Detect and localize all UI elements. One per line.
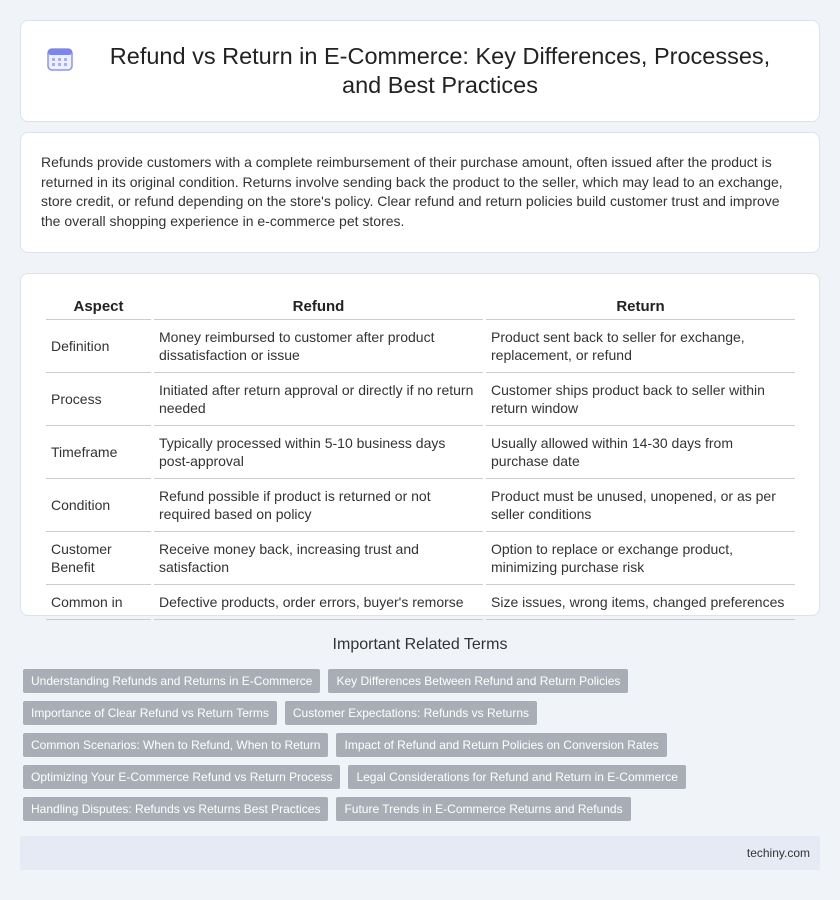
return-cell: Usually allowed within 14-30 days from purchase date: [486, 426, 795, 479]
return-cell: Product sent back to seller for exchange, replacement, or refund: [486, 320, 795, 373]
tag-row: [23, 797, 823, 821]
related-term-link[interactable]: Importance of Clear Refund vs Return Terms: [23, 701, 277, 725]
footer-site-link[interactable]: techiny.com: [746, 846, 810, 860]
tag-row: [23, 733, 823, 757]
refund-cell: Refund possible if product is returned or not required based on policy: [154, 479, 483, 532]
refund-cell: Defective products, order errors, buyer's remorse: [154, 585, 483, 620]
table-row: [46, 373, 795, 426]
intro-paragraph: Refunds provide customers with a complete reimbursement of their purchase amount, often issued after the product is returned in its original condition. Returns involve sending back the product to the seller, which may lead to an exchange, store credit, or refund depending on the store's policy. Clear refund and return policies build customer trust and improve the overall shopping experience in e-commerce pet stores.: [41, 154, 783, 229]
related-term-link[interactable]: Key Differences Between Refund and Return Policies: [328, 669, 628, 693]
table-row: [46, 320, 795, 373]
related-term-link[interactable]: Future Trends in E-Commerce Returns and Refunds: [336, 797, 630, 821]
refund-cell: Money reimbursed to customer after product dissatisfaction or issue: [154, 320, 483, 373]
refund-cell: Initiated after return approval or directly if no return needed: [154, 373, 483, 426]
title-card: [20, 20, 820, 122]
table-row: [46, 532, 795, 585]
column-header-aspect: Aspect: [46, 294, 151, 320]
table-header-row: [46, 294, 795, 320]
aspect-cell: Timeframe: [46, 426, 151, 479]
related-terms-list: [23, 669, 823, 829]
related-terms-heading: Important Related Terms: [332, 636, 508, 653]
refund-cell: Receive money back, increasing trust and satisfaction: [154, 532, 483, 585]
related-term-link[interactable]: Customer Expectations: Refunds vs Returns: [285, 701, 537, 725]
tag-row: [23, 765, 823, 789]
related-term-link[interactable]: Understanding Refunds and Returns in E-Commerce: [23, 669, 320, 693]
return-cell: Size issues, wrong items, changed preferences: [486, 585, 795, 620]
comparison-table-card: [20, 273, 820, 616]
related-term-link[interactable]: Legal Considerations for Refund and Return in E-Commerce: [348, 765, 686, 789]
column-header-return: Return: [486, 294, 795, 320]
related-term-link[interactable]: Handling Disputes: Refunds vs Returns Best Practices: [23, 797, 328, 821]
aspect-cell: Customer Benefit: [46, 532, 151, 585]
related-term-link[interactable]: Optimizing Your E-Commerce Refund vs Return Process: [23, 765, 340, 789]
page-title: Refund vs Return in E-Commerce: Key Differences, Processes, and Best Practices: [109, 43, 771, 98]
aspect-cell: Common in: [46, 585, 151, 620]
tag-row: [23, 701, 823, 725]
related-term-link[interactable]: Impact of Refund and Return Policies on Conversion Rates: [336, 733, 666, 757]
aspect-cell: Process: [46, 373, 151, 426]
table-row: [46, 426, 795, 479]
column-header-refund: Refund: [154, 294, 483, 320]
refund-cell: Typically processed within 5-10 business days post-approval: [154, 426, 483, 479]
intro-card: [20, 132, 820, 253]
return-cell: Option to replace or exchange product, minimizing purchase risk: [486, 532, 795, 585]
aspect-cell: Condition: [46, 479, 151, 532]
related-term-link[interactable]: Common Scenarios: When to Refund, When to Return: [23, 733, 328, 757]
table-row: [46, 479, 795, 532]
tag-row: [23, 669, 823, 693]
comparison-table: [43, 294, 798, 620]
return-cell: Customer ships product back to seller within return window: [486, 373, 795, 426]
return-cell: Product must be unused, unopened, or as per seller conditions: [486, 479, 795, 532]
aspect-cell: Definition: [46, 320, 151, 373]
table-row: [46, 585, 795, 620]
footer: [20, 836, 820, 870]
